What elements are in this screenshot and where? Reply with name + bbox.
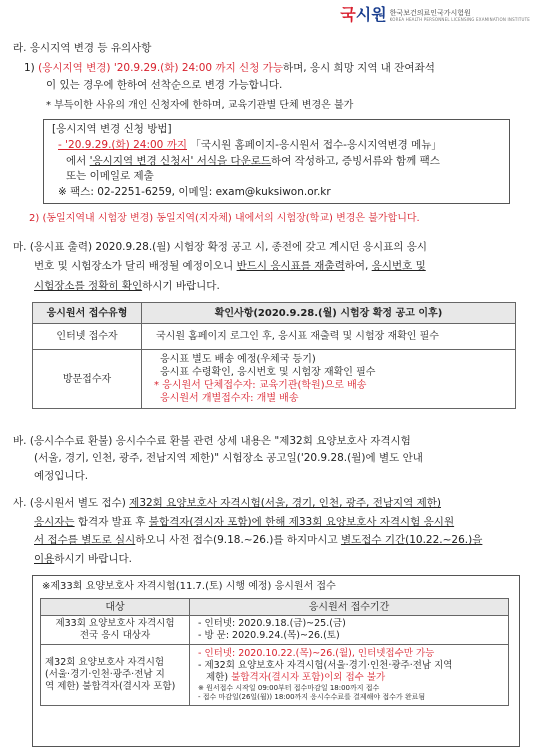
logo-mark-rest: 시원 [355, 5, 387, 24]
section-ra-item1-line1 [24, 61, 435, 75]
method-contact-line: ※ 팩스: 02-2251-6259, 이메일: exam@kuksiwon.or.kr [58, 186, 331, 198]
table-header-cell: 응시원서 접수유형 [33, 303, 142, 324]
method-text-c: 하여 작성하고, 증빙서류와 함께 팩스 [271, 155, 440, 167]
method-form-download: '응시지역 변경 신청서' 서식을 다운로드 [89, 155, 272, 167]
period-visit: - 방 문: 2020.9.24.(목)~26.(토) [198, 630, 340, 641]
table-row [41, 645, 509, 706]
method-box-line3: 또는 이메일로 제출 [66, 170, 154, 182]
method-menu-path: 「국시원 홈페이지-응시원서 접수-응시지역변경 메뉴」 [190, 139, 442, 151]
sa-failed-highlight: 불합격자(결시자 포함)에 한해 제33회 요양보호사 자격시험 응시원 [148, 516, 455, 528]
visit-line2: 응시표 수령확인, 응시번호 및 시험장 재확인 필수 [160, 367, 376, 378]
sa-separate-highlight: 서 접수를 별도로 실시 [34, 534, 136, 546]
sa-period-highlight: 별도접수 기간(10.22.~26.)을 [340, 534, 483, 546]
section-ba-line3: 예정입니다. [34, 470, 89, 482]
table-header-cell: 확인사항(2020.9.28.(월) 시험장 확정 공고 이후) [142, 303, 516, 324]
table-header-cell: 응시원서 접수기간 [190, 599, 509, 616]
table-cell: 국시원 홈페이지 로그인 후, 응시표 재출력 및 시험장 재확인 필수 [142, 324, 516, 350]
table-row [33, 324, 516, 350]
deadline-highlight: (응시지역 변경) '20.9.29.(화) 24:00 까지 신청 가능 [38, 62, 283, 74]
section-ma-line2 [34, 259, 426, 273]
section-ma-line3 [34, 279, 220, 293]
sa-use-highlight: 이용 [34, 553, 55, 565]
visit-group-delivery: * 응시원서 단체접수자: 교육기관(학원)으로 배송 [154, 380, 367, 391]
table-row [33, 350, 516, 409]
method-box-line1 [58, 138, 442, 152]
target32-line1: 제32회 요양보호사 자격시험 [45, 657, 165, 668]
method-box-line2 [66, 154, 440, 168]
ma-check-highlight-a: 응시번호 및 [371, 260, 426, 272]
table-header-cell: 대상 [41, 599, 190, 616]
section-ra-title: 라. 응시지역 변경 등 유의사항 [13, 42, 152, 54]
item-number: 1) [24, 62, 35, 74]
section-ba-line1: 바. (응시수수료 환불) 응시수수료 환불 관련 상세 내용은 "제32회 요양보호사 자격시험 [13, 435, 411, 447]
table-cell [190, 616, 509, 645]
target32-line2: (서울·경기·인천·광주·전남 지 [45, 669, 165, 680]
sa-text-end: 하시기 바랍니다. [54, 553, 132, 565]
method-box-title: [응시지역 변경 신청 방법] [52, 123, 172, 135]
ma-text-c: 하여, [344, 260, 372, 272]
table-header-row [41, 599, 509, 616]
period32-restriction: - 제32회 요양보호사 자격시험(서울·경기·인천·광주·전남 지역 [198, 660, 453, 671]
logo-mark [340, 7, 386, 23]
section-sa-line1 [13, 496, 441, 510]
admission-ticket-table [32, 302, 516, 409]
method-deadline: - '20.9.29.(화) 24:00 까지 [58, 139, 187, 151]
section-sa-line2 [34, 515, 454, 529]
section-ba-line2: (서울, 경기, 인천, 광주, 전남지역 제한)" 시험장소 공고일('20.9.28.(월)에 별도 안내 [34, 452, 423, 464]
target32-line3: 역 제한) 불합격자(결시자 포함) [45, 681, 176, 692]
ma-text-a: 번호 및 시험장소가 달리 배정될 예정이오니 [34, 260, 237, 272]
table-cell: 인터넷 접수자 [33, 324, 142, 350]
item1-text: 하며, 응시 희망 지역 내 잔여좌석 [282, 62, 435, 74]
table-cell [190, 645, 509, 706]
target-line1: 제33회 요양보호사 자격시험 [55, 618, 175, 629]
table-cell: 방문접수자 [33, 350, 142, 409]
sa-exam-highlight: 제32회 요양보호사 자격시험(서울, 경기, 인천, 광주, 전남지역 제한) [129, 497, 442, 509]
target-line2: 전국 응시 대상자 [79, 630, 151, 641]
sa-applicant-highlight: 응시자는 [34, 516, 75, 528]
method-text-a: 에서 [66, 155, 87, 167]
period32-internet: - 인터넷: 2020.10.22.(목)~26.(월), 인터넷접수만 가능 [198, 648, 435, 659]
table-row [41, 616, 509, 645]
exam33-box-title: ※제33회 요양보호사 자격시험(11.7.(토) 시행 예정) 응시원서 접수 [42, 581, 336, 592]
ma-text-end: 하시기 바랍니다. [142, 280, 220, 292]
section-ra-note: * 부득이한 사유의 개인 신청자에 한하며, 교육기관별 단체 변경은 불가 [46, 100, 354, 111]
section-ma-line1: 마. (응시표 출력) 2020.9.28.(월) 시험장 확정 공고 시, 종전에 갖고 계시던 응시표의 응시 [13, 241, 428, 253]
org-subtitle: KOREA HEALTH PERSONNEL LICENSING EXAMINATION INSTITUTE [389, 16, 530, 22]
table-header-row [33, 303, 516, 324]
sa-text-b: 합격자 발표 후 [74, 516, 149, 528]
section-ra-item1-line2: 이 있는 경우에 한하여 선착순으로 변경 가능합니다. [46, 79, 283, 91]
sa-text-a: 사. (응시원서 별도 접수) [13, 497, 130, 509]
logo-mark-first: 국 [340, 5, 356, 24]
ma-reprint-highlight: 반드시 응시표를 재출력 [236, 260, 345, 272]
period32-restriction-line2 [198, 672, 504, 684]
period32-note1: ※ 원서접수 시작일 09:00부터 접수마감일 18:00까지 접수 [198, 684, 380, 692]
period-internet: - 인터넷: 2020.9.18.(금)~25.(금) [198, 618, 346, 629]
section-ra-item2: 2) (동일지역내 시험장 변경) 동일지역(지자체) 내에서의 시험장(학교) 변경은 불가합니다. [29, 213, 420, 224]
restriction-text: 제한) [206, 672, 232, 683]
visit-line1: 응시표 별도 배송 예정(우체국 등기) [160, 354, 316, 365]
sa-text-c: 하오니 사전 접수(9.18.~26.)를 하지마시고 [135, 534, 341, 546]
period32-note2: - 접수 마감일(26일(월)) 18:00까지 응시수수료를 결제해야 접수가 완료됨 [198, 693, 426, 701]
institution-logo [340, 7, 530, 23]
table-cell [142, 350, 516, 409]
section-sa-line3 [34, 533, 482, 547]
org-name: 한국보건의료인국가시험원 [389, 8, 471, 17]
section-sa-line4 [34, 552, 132, 566]
ma-check-highlight-b: 시험장소를 정확히 확인 [34, 280, 143, 292]
table-cell [41, 616, 190, 645]
table-cell [41, 645, 190, 706]
restriction-highlight: 불합격자(결시자 포함)이외 접수 불가 [231, 672, 386, 683]
visit-individual-delivery: 응시원서 개별접수자: 개별 배송 [160, 393, 299, 404]
exam33-application-table [40, 598, 509, 706]
